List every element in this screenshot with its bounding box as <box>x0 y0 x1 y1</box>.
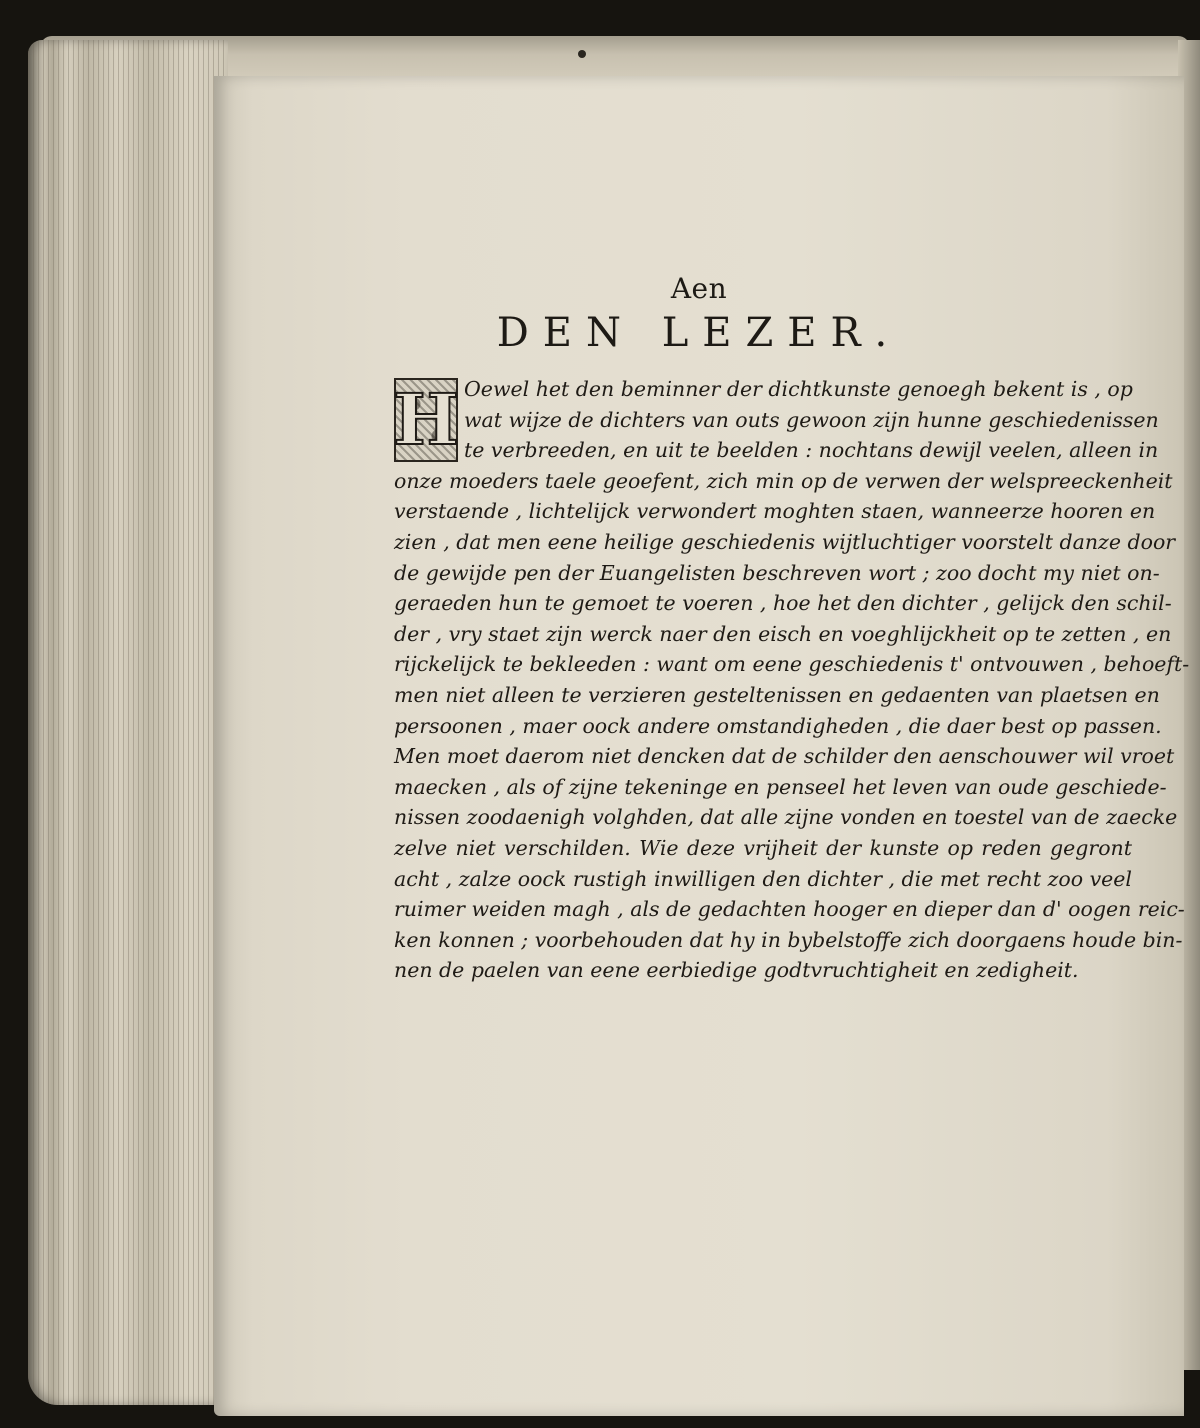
text-line: zien , dat men eene heilige geschiedenis wijtluchtiger voorstelt danze door <box>394 529 1176 554</box>
heading-aen: Aen <box>670 272 728 305</box>
text-line: acht , zalze oock rustigh inwilligen den dichter , die met recht zoo veel <box>394 866 1132 891</box>
page-edges-stack <box>28 40 228 1405</box>
text-line: geraeden hun te gemoet te voeren , hoe het den dichter , gelijck den schil- <box>394 591 1172 616</box>
decorated-initial: H <box>392 378 460 461</box>
book-page <box>214 76 1190 1416</box>
text-line: nissen zoodaenigh volghden, dat alle zijne vonden en toestel van de zaecke <box>394 805 1178 830</box>
text-line: de gewijde pen der Euangelisten beschreven wort ; zoo docht my niet on- <box>394 560 1160 585</box>
text-line: zelve niet verschilden. Wie deze vrijheit der kunste op reden gegront <box>394 835 1132 860</box>
heading-den-lezer: DEN LEZER. <box>496 310 902 356</box>
text-line: der , vry staet zijn werck naer den eisch en voeghlijckheit op te zetten , en <box>394 621 1172 646</box>
text-line: te verbreeden, en uit te beelden : nochtans dewijl veelen, alleen in <box>464 438 1159 463</box>
text-line: persoonen , maer oock andere omstandigheden , die daer best op passen. <box>394 713 1162 738</box>
text-line: rijckelijck te bekleeden : want om eene geschiedenis t' ontvouwen , behoeft- <box>394 652 1190 677</box>
text-line: ken konnen ; voorbehouden dat hy in bybelstoffe zich doorgaens houde bin- <box>394 927 1183 952</box>
text-line: ruimer weiden magh , als de gedachten hooger en dieper dan d' oogen reic- <box>394 897 1185 922</box>
text-line: maecken , als of zijne tekeninge en penseel het leven van oude geschiede- <box>394 774 1167 799</box>
text-line: verstaende , lichtelijck verwondert moghten staen, wanneerze hooren en <box>394 499 1156 524</box>
text-line: nen de paelen van eene eerbiedige godtvruchtigheit en zedigheit. <box>394 958 1079 983</box>
text-line: Oewel het den beminner der dichtkunste genoegh bekent is , op <box>464 377 1133 401</box>
body-text <box>394 374 1190 986</box>
text-line: onze moeders taele geoefent, zich min op de verwen der welspreeckenheit <box>394 468 1173 493</box>
binding-mark <box>578 50 586 58</box>
text-line: Men moet daerom niet dencken dat de schilder den aenschouwer wil vroet <box>394 744 1175 769</box>
text-line: wat wijze de dichters van outs gewoon zijn hunne geschiedenissen <box>464 407 1159 432</box>
text-line: men niet alleen te verzieren gesteltenissen en gedaenten van plaetsen en <box>394 682 1160 707</box>
